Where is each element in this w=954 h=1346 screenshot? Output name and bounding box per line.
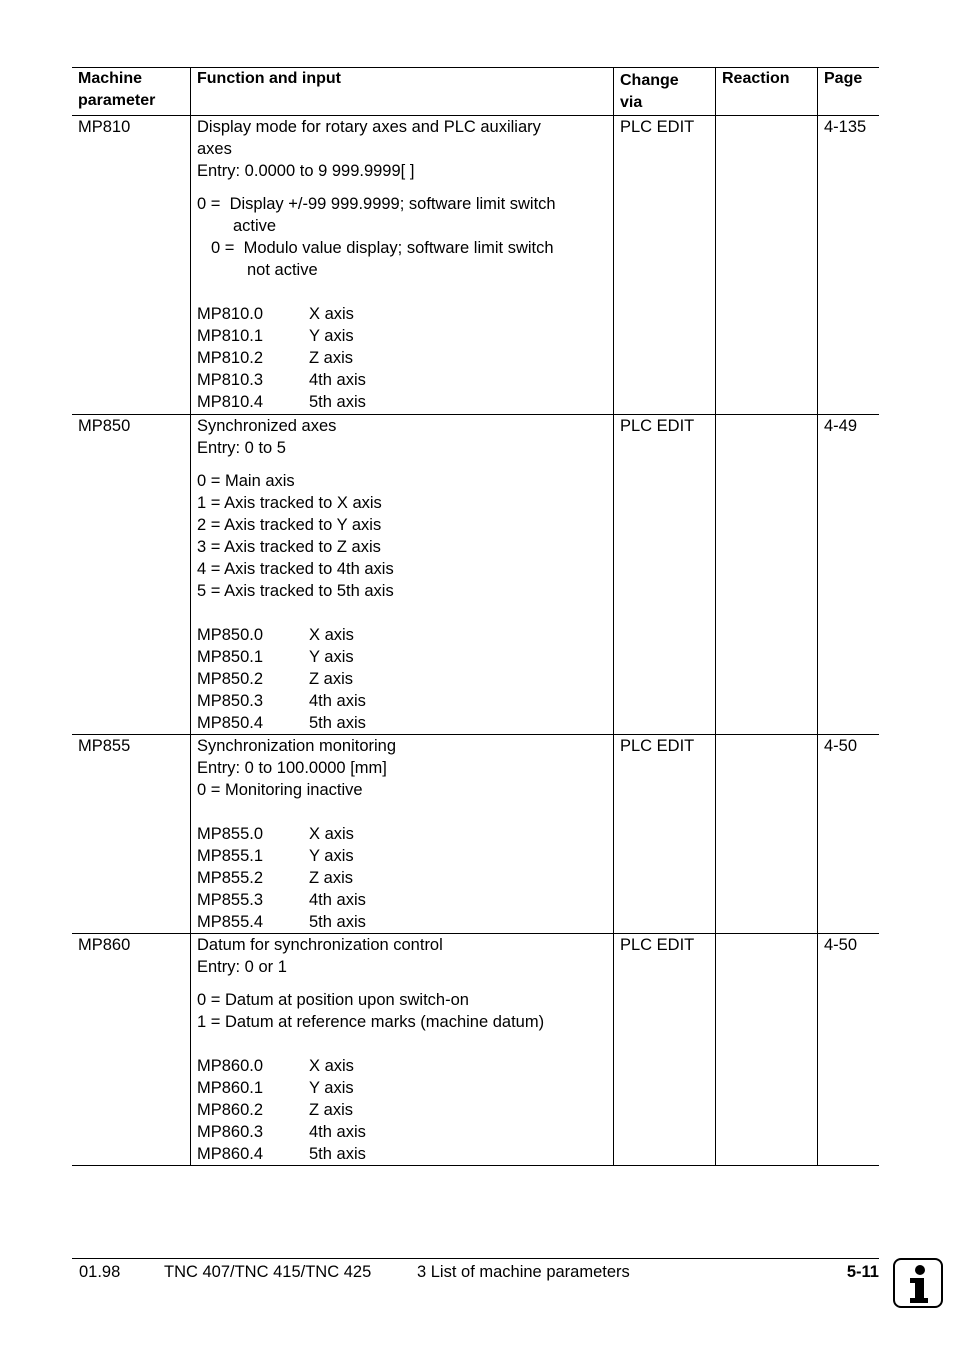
table-header-row [72,68,879,116]
header-function: Function and input [191,68,614,116]
header-reaction: Reaction [716,68,818,116]
change-via-cell: PLC EDIT [614,415,716,735]
machine-parameter-table [72,67,879,1166]
footer-model: TNC 407/TNC 415/TNC 425 [164,1263,372,1281]
page-footer [72,1258,879,1281]
change-via-cell: PLC EDIT [614,116,716,415]
reaction-cell [716,415,818,735]
function-cell: Synchronized axes Entry: 0 to 5 0 = Main axis 1 = Axis tracked to X axis 2 = Axis tracked to Y axis 3 = Axis tracked to Z axis 4 = Axis tracked to 4th axis 5 = Axis tracked to 5th axis MP850.0 X axis MP850.1 Y axis MP850.2 Z axis MP850.3 4th axis MP850.4 5th axis [191,415,614,735]
table-row [72,415,879,735]
header-change-via: Change via [614,68,716,116]
page-cell: 4-135 [818,116,880,415]
page-cell: 4-49 [818,415,880,735]
param-cell: MP850 [72,415,191,735]
header-page: Page [818,68,880,116]
function-cell: Display mode for rotary axes and PLC auxiliary axes Entry: 0.0000 to 9 999.9999[ ] 0 = Display +/-99 999.9999; software limit switch active 0 = Modulo value display; software limit switch not active MP810.0 X axis MP810.1 Y axis MP810.2 Z axis MP810.3 4th axis MP810.4 5th axis [191,116,614,415]
header-machine-parameter: Machine parameter [72,68,191,116]
footer-page-number: 5-11 [846,1263,879,1281]
param-cell: MP855 [72,735,191,934]
reaction-cell [716,735,818,934]
footer-date: 01.98 [79,1263,121,1281]
footer-section: 3 List of machine parameters [417,1263,630,1281]
reaction-cell [716,934,818,1166]
info-icon [893,1258,943,1308]
table-row [72,934,879,1166]
table-row [72,735,879,934]
param-cell: MP810 [72,116,191,415]
page-cell: 4-50 [818,735,880,934]
function-cell: Datum for synchronization control Entry: 0 or 1 0 = Datum at position upon switch-on 1 = Datum at reference marks (machine datum) MP860.0 X axis MP860.1 Y axis MP860.2 Z axis MP860.3 4th axis MP860.4 5th axis [191,934,614,1166]
info-glyph [895,1260,941,1306]
page-cell: 4-50 [818,934,880,1166]
function-cell: Synchronization monitoring Entry: 0 to 100.0000 [mm] 0 = Monitoring inactive MP855.0 X axis MP855.1 Y axis MP855.2 Z axis MP855.3 4th axis MP855.4 5th axis [191,735,614,934]
param-cell: MP860 [72,934,191,1166]
change-via-cell: PLC EDIT [614,735,716,934]
table-row [72,116,879,415]
reaction-cell [716,116,818,415]
change-via-cell: PLC EDIT [614,934,716,1166]
